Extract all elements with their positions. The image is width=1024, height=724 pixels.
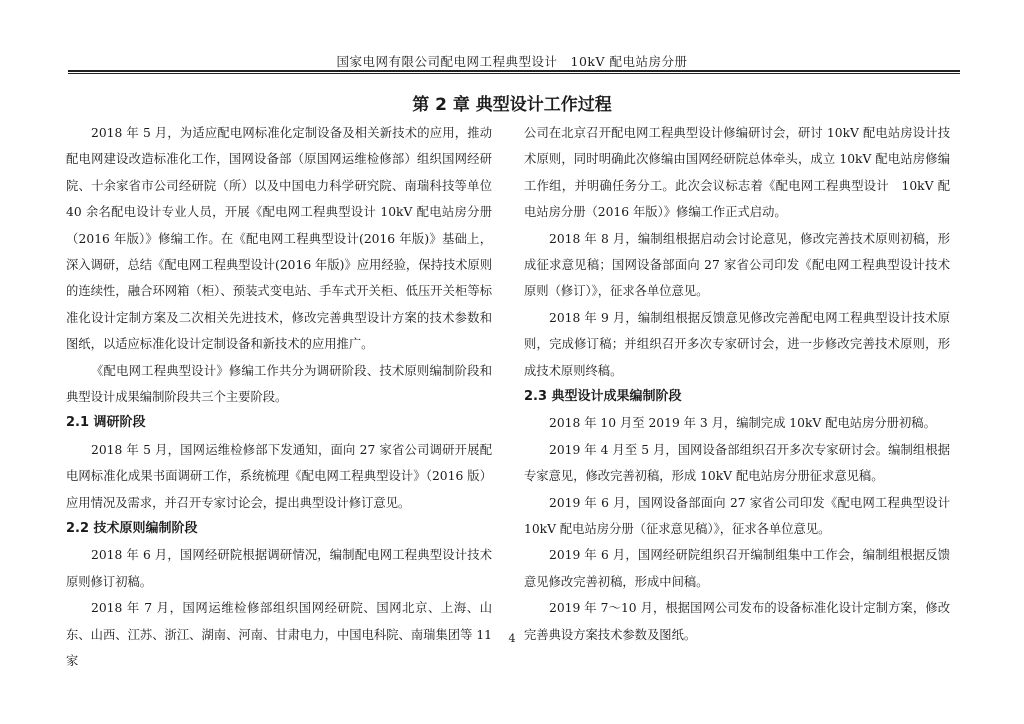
section-2-2-paragraph-1: 2018 年 6 月，国网经研院根据调研情况，编制配电网工程典型设计技术原则修订初稿。 (66, 548, 492, 589)
section-2-2-heading: 2.2 技术原则编制阶段 (66, 521, 198, 537)
left-column (66, 120, 492, 675)
running-header: 国家电网有限公司配电网工程典型设计 10kV 配电站房分册 (336, 54, 688, 69)
june-paragraph-1: 2019 年 6 月，国网设备部面向 27 家省公司印发《配电网工程典型设计 10kV 配电站房分册（征求意见稿）》，征求各单位意见。 (524, 495, 963, 537)
june-paragraph-2: 2019 年 6 月，国网经研院组织召开编制组集中工作会，编制组根据反馈意见修改完善初稿，形成中间稿。 (524, 548, 950, 589)
august-paragraph: 2018 年 8 月，编制组根据启动会讨论意见，修改完善技术原则初稿，形成征求意见稿；国网设备部面向 27 家省公司印发《配电网工程典型设计技术原则（修订）》，征求各单位意见。 (524, 231, 950, 299)
chapter-title: 第 2 章 典型设计工作过程 (412, 95, 612, 115)
october-paragraph: 2018 年 10 月至 2019 年 3 月，编制完成 10kV 配电站房分册初稿。 (549, 416, 936, 431)
continued-paragraph: 公司在北京召开配电网工程典型设计修编研讨会，研讨 10kV 配电站房设计技术原则，同时明确此次修编由国网经研院总体牵头，成立 10kV 配电站房修编工作组，并明确任务分工。此次会议标志着《配电网工程典型设计 10kV 配电站房分册（2016 年版）》修编工作正式启动。 (524, 126, 950, 220)
page-number: 4 (508, 632, 516, 645)
header-rule-thick (68, 70, 960, 72)
intro-paragraph-1: 2018 年 5 月，为适应配电网标准化定制设备及相关新技术的应用，推动配电网建设改造标准化工作，国网设备部（原国网运维检修部）组织国网经研院、十余家省市公司经研院（所）以及中国电力科学研究院、南瑞科技等单位 40 余名配电设计专业人员，开展《配电网工程典型设计 10kV 配电站房分册（2016 年版）》修编工作。在《配电网工程典型设计(2016 年版)》基础上，深入调研，总结《配电网工程典型设计(2016 年版)》应用经验，保持技术原则的连续性，融合环网箱（柜）、预装式变电站、手车式开关柜、低压开关柜等标准化设计定制方案及二次相关先进技术，修改完善典型设计方案的技术参数和图纸，以适应标准化设计定制设备和新技术的应用推广。 (66, 126, 493, 352)
section-2-1-heading: 2.1 调研阶段 (66, 415, 146, 431)
header-rule-thin (68, 73, 960, 74)
april-paragraph: 2019 年 4 月至 5 月，国网设备部组织召开多次专家研讨会。编制组根据专家意见，修改完善初稿，形成 10kV 配电站房分册征求意见稿。 (524, 442, 950, 484)
right-column (524, 120, 963, 648)
july-paragraph: 2019 年 7～10 月，根据国网公司发布的设备标准化设计定制方案，修改完善典设方案技术参数及图纸。 (524, 601, 950, 642)
section-2-2-paragraph-2: 2018 年 7 月，国网运维检修部组织国网经研院、国网北京、上海、山东、山西、江苏、浙江、湖南、河南、甘肃电力，中国电科院、南瑞集团等 11 家 (66, 601, 492, 669)
september-paragraph: 2018 年 9 月，编制组根据反馈意见修改完善配电网工程典型设计技术原则，完成修订稿；并组织召开多次专家研讨会，进一步修改完善技术原则，形成技术原则终稿。 (524, 310, 950, 378)
intro-paragraph-2: 《配电网工程典型设计》修编工作共分为调研阶段、技术原则编制阶段和典型设计成果编制阶段共三个主要阶段。 (66, 363, 492, 405)
section-2-3-heading: 2.3 典型设计成果编制阶段 (524, 389, 682, 405)
section-2-1-paragraph: 2018 年 5 月，国网运维检修部下发通知，面向 27 家省公司调研开展配电网标准化成果书面调研工作，系统梳理《配电网工程典型设计》（2016 版）应用情况及需求，并召开专家讨论会，提出典型设计修订意见。 (66, 442, 492, 510)
